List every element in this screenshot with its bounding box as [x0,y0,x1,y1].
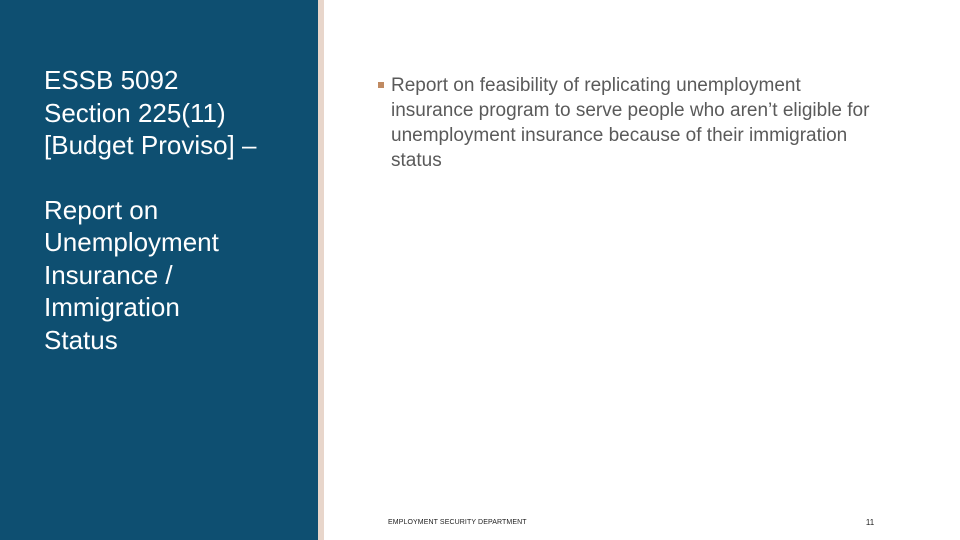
title-line: Status [44,324,118,355]
bullet-list [378,73,878,173]
footer-department: EMPLOYMENT SECURITY DEPARTMENT [388,519,527,526]
bullet-item [378,73,878,173]
title-line: Section 225(11) [44,97,226,128]
title-line: [Budget Proviso] – [44,130,257,160]
title-line: Unemployment [44,227,219,257]
title-spacer [44,162,306,194]
page-number: 11 [865,518,875,527]
accent-divider [318,0,324,540]
title-line: Report on [44,194,159,225]
title-line: Immigration [44,292,180,322]
title-panel [0,0,318,540]
square-bullet-icon [378,82,384,88]
bullet-text: Report on feasibility of replicating unemployment insurance program to serve people who aren’t eligible for unemployment insurance because of their immigration status [391,75,870,171]
slide-title [44,64,306,356]
title-line: Insurance / [44,259,173,290]
title-line: ESSB 5092 [44,65,179,95]
